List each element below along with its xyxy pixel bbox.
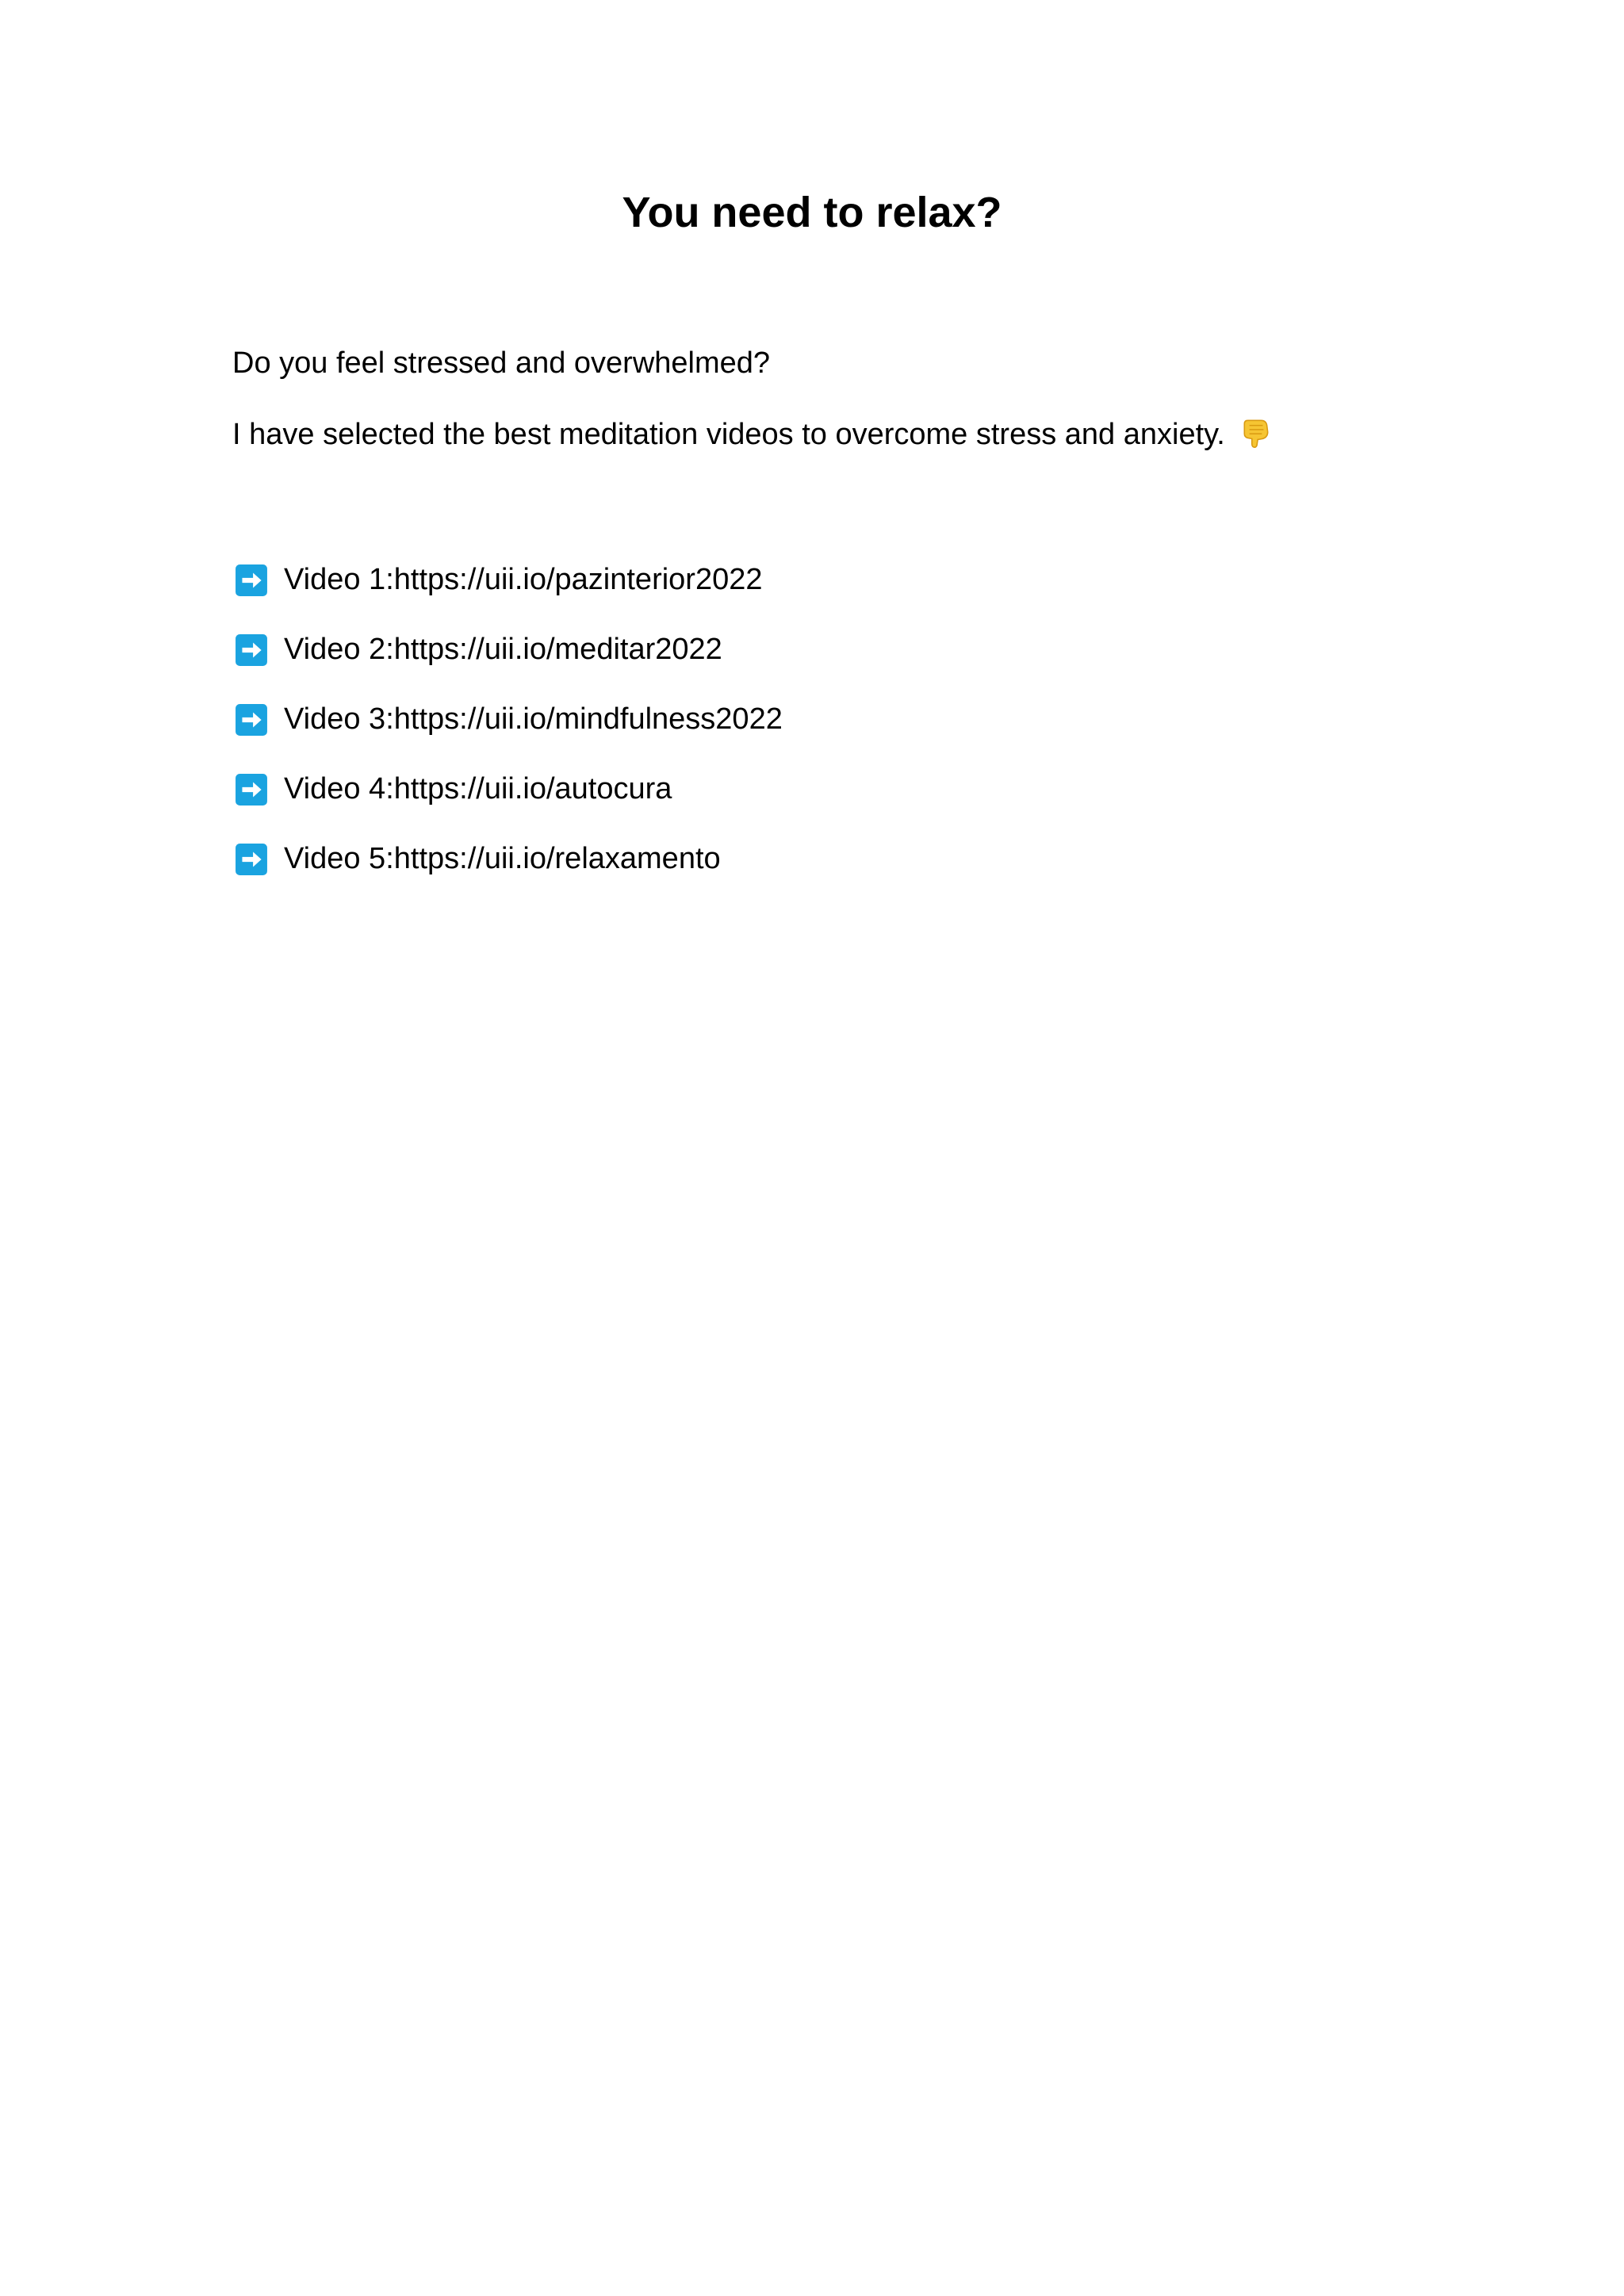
video-link-4[interactable]: https://uii.io/autocura — [393, 772, 672, 806]
right-arrow-icon — [235, 633, 268, 667]
video-item-1 — [235, 545, 783, 615]
right-arrow-icon — [235, 843, 268, 876]
video-label: Video 5: — [284, 842, 394, 876]
video-label: Video 2: — [284, 633, 394, 667]
right-arrow-icon — [235, 773, 268, 806]
video-link-2[interactable]: https://uii.io/meditar2022 — [393, 633, 722, 667]
video-label: Video 1: — [284, 563, 394, 597]
video-label: Video 3: — [284, 702, 394, 737]
right-arrow-icon — [235, 703, 268, 737]
pointing-down-hand-icon — [1239, 415, 1273, 449]
video-item-3 — [235, 685, 783, 755]
intro-statement — [232, 415, 1273, 453]
page-title: You need to relax? — [622, 189, 1002, 236]
right-arrow-icon — [235, 564, 268, 597]
video-link-1[interactable]: https://uii.io/pazinterior2022 — [393, 563, 763, 597]
video-list — [235, 545, 783, 894]
video-label: Video 4: — [284, 772, 394, 806]
video-link-5[interactable]: https://uii.io/relaxamento — [393, 842, 721, 876]
intro-question: Do you feel stressed and overwhelmed? — [232, 346, 771, 380]
video-link-3[interactable]: https://uii.io/mindfulness2022 — [393, 702, 783, 737]
video-item-2 — [235, 615, 783, 685]
video-item-5 — [235, 825, 783, 894]
intro-statement-text: I have selected the best meditation videos to overcome stress and anxiety. — [232, 418, 1225, 451]
video-item-4 — [235, 755, 783, 825]
